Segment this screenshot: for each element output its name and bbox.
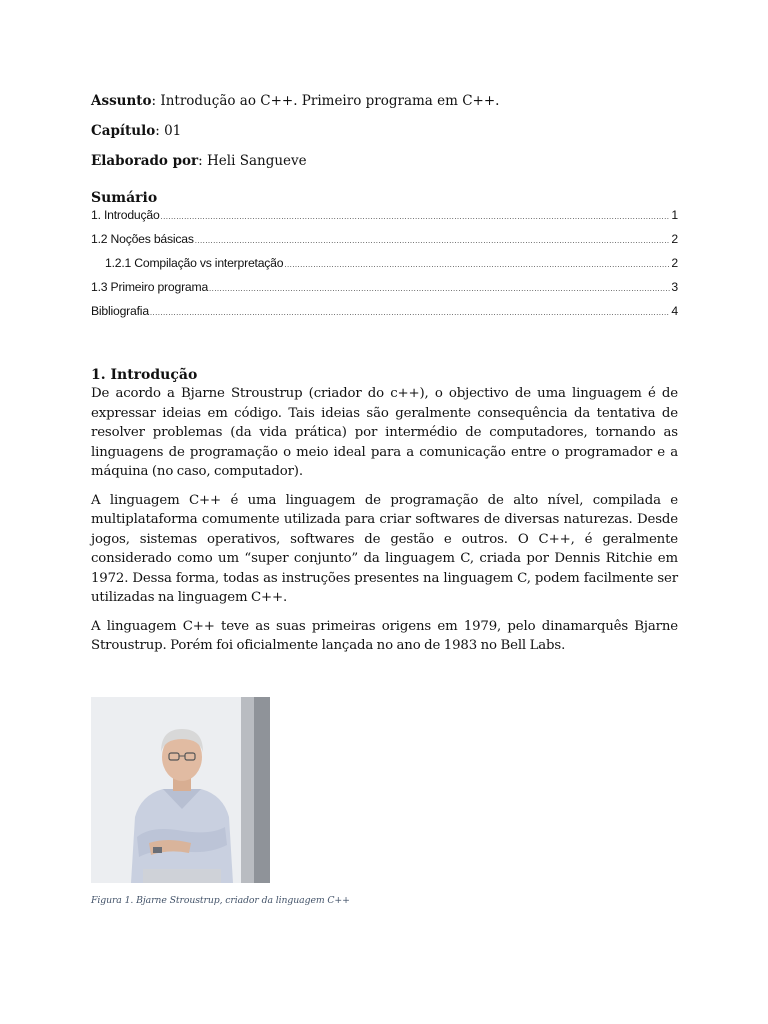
toc-entry[interactable] — [91, 208, 678, 232]
toc-entry-page: 2 — [671, 256, 678, 270]
body-paragraph: A linguagem C++ é uma linguagem de programação de alto nível, compilada e multiplataforma comumente utilizada para criar softwares de diversas naturezas. Desde jogos, sistemas operativos, softwares de gestão e outros. O C++, é geralmente considerado como um “super conjunto” da linguagem C, criada por Dennis Ritchie em 1972. Dessa forma, todas as instruções presentes na linguagem C, podem facilmente ser utilizadas na linguagem C++. — [91, 492, 678, 605]
capitulo-label: Capítulo — [91, 123, 156, 139]
toc-entry-label: 1.2.1 Compilação vs interpretação — [105, 256, 284, 270]
toc-leader-dots — [161, 210, 671, 224]
section-heading: 1. Introdução — [91, 367, 198, 383]
toc-entry-page: 2 — [671, 232, 678, 246]
toc-entry-label: 1.2 Noções básicas — [91, 232, 194, 246]
elaborado-line — [91, 152, 678, 171]
toc-leader-dots — [150, 306, 671, 320]
toc-entry-page: 1 — [671, 208, 678, 222]
toc-entry-page: 4 — [671, 304, 678, 318]
toc-entry[interactable] — [91, 280, 678, 304]
body-paragraph: De acordo a Bjarne Stroustrup (criador do c++), o objectivo de uma linguagem é de expressar ideias em código. Tais ideias são geralmente consequência da tentativa de resolver problemas (da vida prática) por intermédio de computadores, tornando as linguagens de programação o meio ideal para a comunicação entre o programador e a máquina (no caso, computador). — [91, 386, 678, 479]
toc-entry-page: 3 — [671, 280, 678, 294]
document-page — [91, 92, 678, 906]
table-of-contents — [91, 208, 678, 328]
toc-title: Sumário — [91, 190, 158, 206]
toc-entry-label: 1.3 Primeiro programa — [91, 280, 209, 294]
toc-leader-dots — [284, 258, 670, 272]
assunto-label: Assunto — [91, 93, 152, 109]
toc-entry[interactable] — [91, 256, 678, 280]
toc-entry[interactable] — [91, 232, 678, 256]
toc-entry-label: 1. Introdução — [91, 208, 160, 222]
elaborado-label: Elaborado por — [91, 153, 199, 169]
toc-entry[interactable] — [91, 304, 678, 328]
elaborado-value: : Heli Sangueve — [198, 153, 307, 169]
figure-caption: Figura 1. Bjarne Stroustrup, criador da linguagem C++ — [91, 894, 350, 906]
assunto-line — [91, 92, 678, 111]
capitulo-line — [91, 122, 678, 141]
assunto-value: : Introdução ao C++. Primeiro programa em C++. — [151, 93, 500, 109]
toc-leader-dots — [195, 234, 671, 248]
portrait-illustration — [91, 697, 270, 883]
body-paragraph: A linguagem C++ teve as suas primeiras origens em 1979, pelo dinamarquês Bjarne Stroustrup. Porém foi oficialmente lançada no ano de 1983 no Bell Labs. — [91, 618, 678, 653]
portrait-photo — [91, 697, 270, 883]
toc-leader-dots — [209, 282, 670, 296]
toc-entry-label: Bibliografia — [91, 304, 149, 318]
capitulo-value: : 01 — [155, 123, 182, 139]
